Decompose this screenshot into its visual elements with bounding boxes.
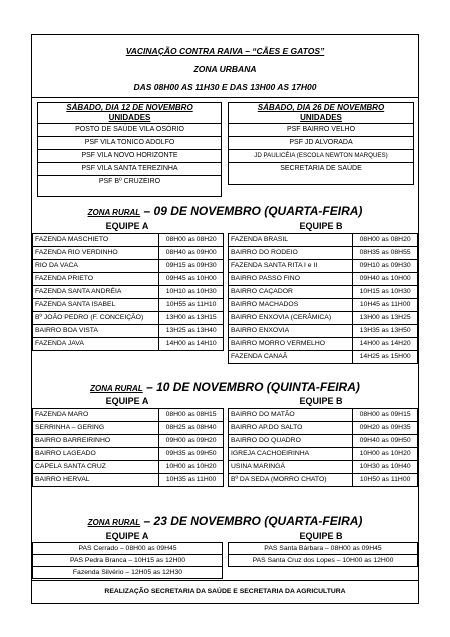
time-cell: 09H40 as 09H50	[353, 435, 418, 448]
location-cell: FAZENDA RIO VERDINHO	[33, 247, 159, 260]
table-row	[229, 409, 418, 422]
time-cell: 13H00 as 13H15	[159, 312, 224, 325]
location-cell: BAIRRO BARREIRINHO	[33, 435, 159, 448]
time-cell: 14H00 as 14H10	[159, 338, 224, 351]
table-row	[229, 234, 418, 247]
location-cell: FAZENDA JAVA	[33, 338, 159, 351]
list-item: JD PAULICÉIA (ESCOLA NEWTON MARQUES)	[229, 149, 413, 162]
rural-3-team-a-list	[32, 542, 223, 579]
rural-3-team-b-list	[228, 542, 418, 567]
time-cell: 09H00 as 09H20	[159, 435, 224, 448]
zone-label: ZONA RURAL	[90, 384, 143, 393]
divider	[32, 580, 418, 581]
page-title: VACINAÇÃO CONTRA RAIVA – “CÃES E GATOS”	[125, 46, 325, 56]
team-b-label: EQUIPE B	[299, 531, 343, 541]
location-cell: FAZENDA CANAÃ	[229, 351, 353, 364]
time-cell: 08H00 as 09H15	[353, 409, 418, 422]
time-cell: 08H25 as 08H40	[159, 422, 224, 435]
table-row	[229, 273, 418, 286]
time-cell: 10H00 as 10H20	[159, 461, 224, 474]
table-row	[229, 325, 418, 338]
zone-label: ZONA RURAL	[87, 518, 141, 527]
table-row	[33, 422, 224, 435]
rural-3-date: – 23 DE NOVEMBRO (QUARTA-FEIRA)	[143, 514, 363, 528]
flyer-frame	[31, 34, 419, 604]
table-row	[229, 422, 418, 435]
list-item: PSF VILA NOVO HORIZONTE	[38, 149, 221, 162]
table-row	[229, 286, 418, 299]
location-cell: BAIRRO ENXOVIA (CERÂMICA)	[229, 312, 353, 325]
time-cell: 08H35 as 08H55	[353, 247, 418, 260]
location-cell: Bº DA SEDA (MORRO CHATO)	[229, 474, 353, 487]
table-row	[33, 338, 224, 351]
location-cell: BAIRRO AP.DO SALTO	[229, 422, 353, 435]
time-cell: 10H35 as 11H00	[159, 474, 224, 487]
table-row	[229, 448, 418, 461]
rural-2-team-a-table	[32, 408, 224, 487]
location-cell: FAZENDA MARO	[33, 409, 159, 422]
rural-1-team-a-table	[32, 233, 224, 351]
table-row	[33, 448, 224, 461]
list-item: PSF Bº CRUZEIRO	[38, 175, 221, 188]
list-item: Fazenda Silvério – 12H05 as 12H30	[72, 569, 183, 576]
time-cell: 08H40 as 09H00	[159, 247, 224, 260]
team-b-label: EQUIPE B	[299, 221, 343, 231]
table-row	[33, 461, 224, 474]
location-cell: FAZENDA BRASIL	[229, 234, 353, 247]
table-row	[229, 461, 418, 474]
list-item: PAS Cerrado – 08H00 as 09H45	[33, 543, 222, 555]
time-cell: 09H10 as 09H30	[353, 260, 418, 273]
time-cell: 09H45 as 10H00	[159, 273, 224, 286]
time-cell: 08H00 as 08H20	[159, 234, 224, 247]
list-item: PSF JD ALVORADA	[229, 136, 413, 149]
team-b-label: EQUIPE B	[299, 396, 343, 406]
location-cell: BAIRRO LAGEADO	[33, 448, 159, 461]
location-cell: FAZENDA SANTA ISABEL	[33, 299, 159, 312]
team-a-label: EQUIPE A	[105, 531, 149, 541]
rural-2-heading	[32, 379, 418, 397]
location-cell: BAIRRO DO QUADRO	[229, 435, 353, 448]
rural-3-heading	[32, 513, 418, 531]
list-item: PAS Pedra Branca – 10H15 as 12H00	[33, 555, 222, 567]
team-a-label: EQUIPE A	[105, 396, 149, 406]
time-cell: 10H55 as 11H10	[159, 299, 224, 312]
table-row	[229, 299, 418, 312]
list-item: SECRETARIA DE SAÚDE	[229, 162, 413, 175]
time-cell: 08H00 as 08H15	[159, 409, 224, 422]
table-row	[33, 273, 224, 286]
table-row	[33, 299, 224, 312]
table-row	[33, 409, 224, 422]
table-row	[229, 260, 418, 273]
time-cell: 13H00 as 13H25	[353, 312, 418, 325]
table-row	[229, 474, 418, 487]
time-cell: 10H30 as 10H40	[353, 461, 418, 474]
location-cell: FAZENDA SANTA ANDRÉIA	[33, 286, 159, 299]
table-row	[33, 286, 224, 299]
hours-line: DAS 08H00 AS 11H30 E DAS 13H00 AS 17H00	[133, 82, 317, 92]
time-cell: 10H00 as 10H20	[353, 448, 418, 461]
team-a-label: EQUIPE A	[105, 221, 149, 231]
divider	[32, 97, 418, 98]
list-item: PSF VILA TONICO ADOLFO	[38, 136, 221, 149]
zone-subtitle: ZONA URBANA	[193, 64, 257, 74]
rural-1-heading	[32, 203, 418, 221]
location-cell: BAIRRO DO MATÃO	[229, 409, 353, 422]
list-item: PSF BAIRRO VELHO	[229, 123, 413, 136]
time-cell: 10H10 as 10H30	[159, 286, 224, 299]
location-cell: BAIRRO DO RODEIO	[229, 247, 353, 260]
table-row	[33, 474, 224, 487]
time-cell: 14H25 as 15H00	[353, 351, 418, 364]
zone-label: ZONA RURAL	[87, 208, 141, 217]
table-row	[33, 247, 224, 260]
rural-1-date: – 09 DE NOVEMBRO (QUARTA-FEIRA)	[143, 204, 363, 218]
location-cell: FAZENDA PRIETO	[33, 273, 159, 286]
table-row	[33, 325, 224, 338]
time-cell: 09H15 as 09H30	[159, 260, 224, 273]
time-cell: 13H25 as 13H40	[159, 325, 224, 338]
time-cell: 09H20 as 09H35	[353, 422, 418, 435]
table-row	[229, 338, 418, 351]
footer-credit: REALIZAÇÃO SECRETARIA DA SAÚDE E SECRETARIA DA AGRICULTURA	[104, 588, 346, 595]
location-cell: FAZENDA SANTA RITA I e II	[229, 260, 353, 273]
location-cell: BAIRRO MACHADOS	[229, 299, 353, 312]
time-cell: 08H00 as 08H20	[353, 234, 418, 247]
time-cell: 09H35 as 09H50	[159, 448, 224, 461]
table-row	[229, 351, 418, 364]
urban-right-box	[228, 102, 414, 185]
urban-right-units-label: UNIDADES	[300, 113, 342, 122]
location-cell: IGREJA CACHOEIRINHA	[229, 448, 353, 461]
location-cell: BAIRRO PASSO FINO	[229, 273, 353, 286]
location-cell: BAIRRO BOA VISTA	[33, 325, 159, 338]
location-cell: SERRINHA – GERING	[33, 422, 159, 435]
list-item: POSTO DE SAÚDE VILA OSÓRIO	[38, 123, 221, 136]
location-cell: Bº JOÃO PEDRO (F. CONCEIÇÃO)	[33, 312, 159, 325]
urban-left-box	[37, 102, 222, 197]
table-row	[229, 435, 418, 448]
time-cell: 09H40 as 10H00	[353, 273, 418, 286]
rural-1-team-b-table	[228, 233, 418, 364]
location-cell: RIO DA VACA	[33, 260, 159, 273]
location-cell: FAZENDA MASCHIETO	[33, 234, 159, 247]
table-row	[229, 247, 418, 260]
time-cell: 10H50 as 11H00	[353, 474, 418, 487]
table-row	[33, 435, 224, 448]
time-cell: 10H45 as 11H00	[353, 299, 418, 312]
time-cell: 13H35 as 13H50	[353, 325, 418, 338]
rural-2-date: – 10 DE NOVEMBRO (QUINTA-FEIRA)	[146, 380, 360, 394]
location-cell: BAIRRO MORRO VERMELHO	[229, 338, 353, 351]
location-cell: BAIRRO ENXOVIA	[229, 325, 353, 338]
table-row	[33, 260, 224, 273]
location-cell: BAIRRO HERVAL	[33, 474, 159, 487]
urban-right-date: SÁBADO, DIA 26 DE NOVEMBRO	[257, 103, 385, 112]
time-cell: 10H15 as 10H30	[353, 286, 418, 299]
list-item: PAS Santa Cruz dos Lopes – 10H00 as 12H00	[252, 557, 394, 564]
time-cell: 14H00 as 14H20	[353, 338, 418, 351]
location-cell: CAPELA SANTA CRUZ	[33, 461, 159, 474]
table-row	[33, 234, 224, 247]
table-row	[229, 312, 418, 325]
table-row	[33, 312, 224, 325]
location-cell: USINA MARINGÁ	[229, 461, 353, 474]
location-cell: BAIRRO CAÇADOR	[229, 286, 353, 299]
urban-left-date: SÁBADO, DIA 12 DE NOVEMBRO	[66, 103, 193, 112]
list-item: PSF VILA SANTA TEREZINHA	[38, 162, 221, 175]
list-item: PAS Santa Bárbara – 08H00 as 09H45	[229, 543, 417, 555]
rural-2-team-b-table	[228, 408, 418, 487]
urban-left-units-label: UNIDADES	[108, 113, 151, 122]
